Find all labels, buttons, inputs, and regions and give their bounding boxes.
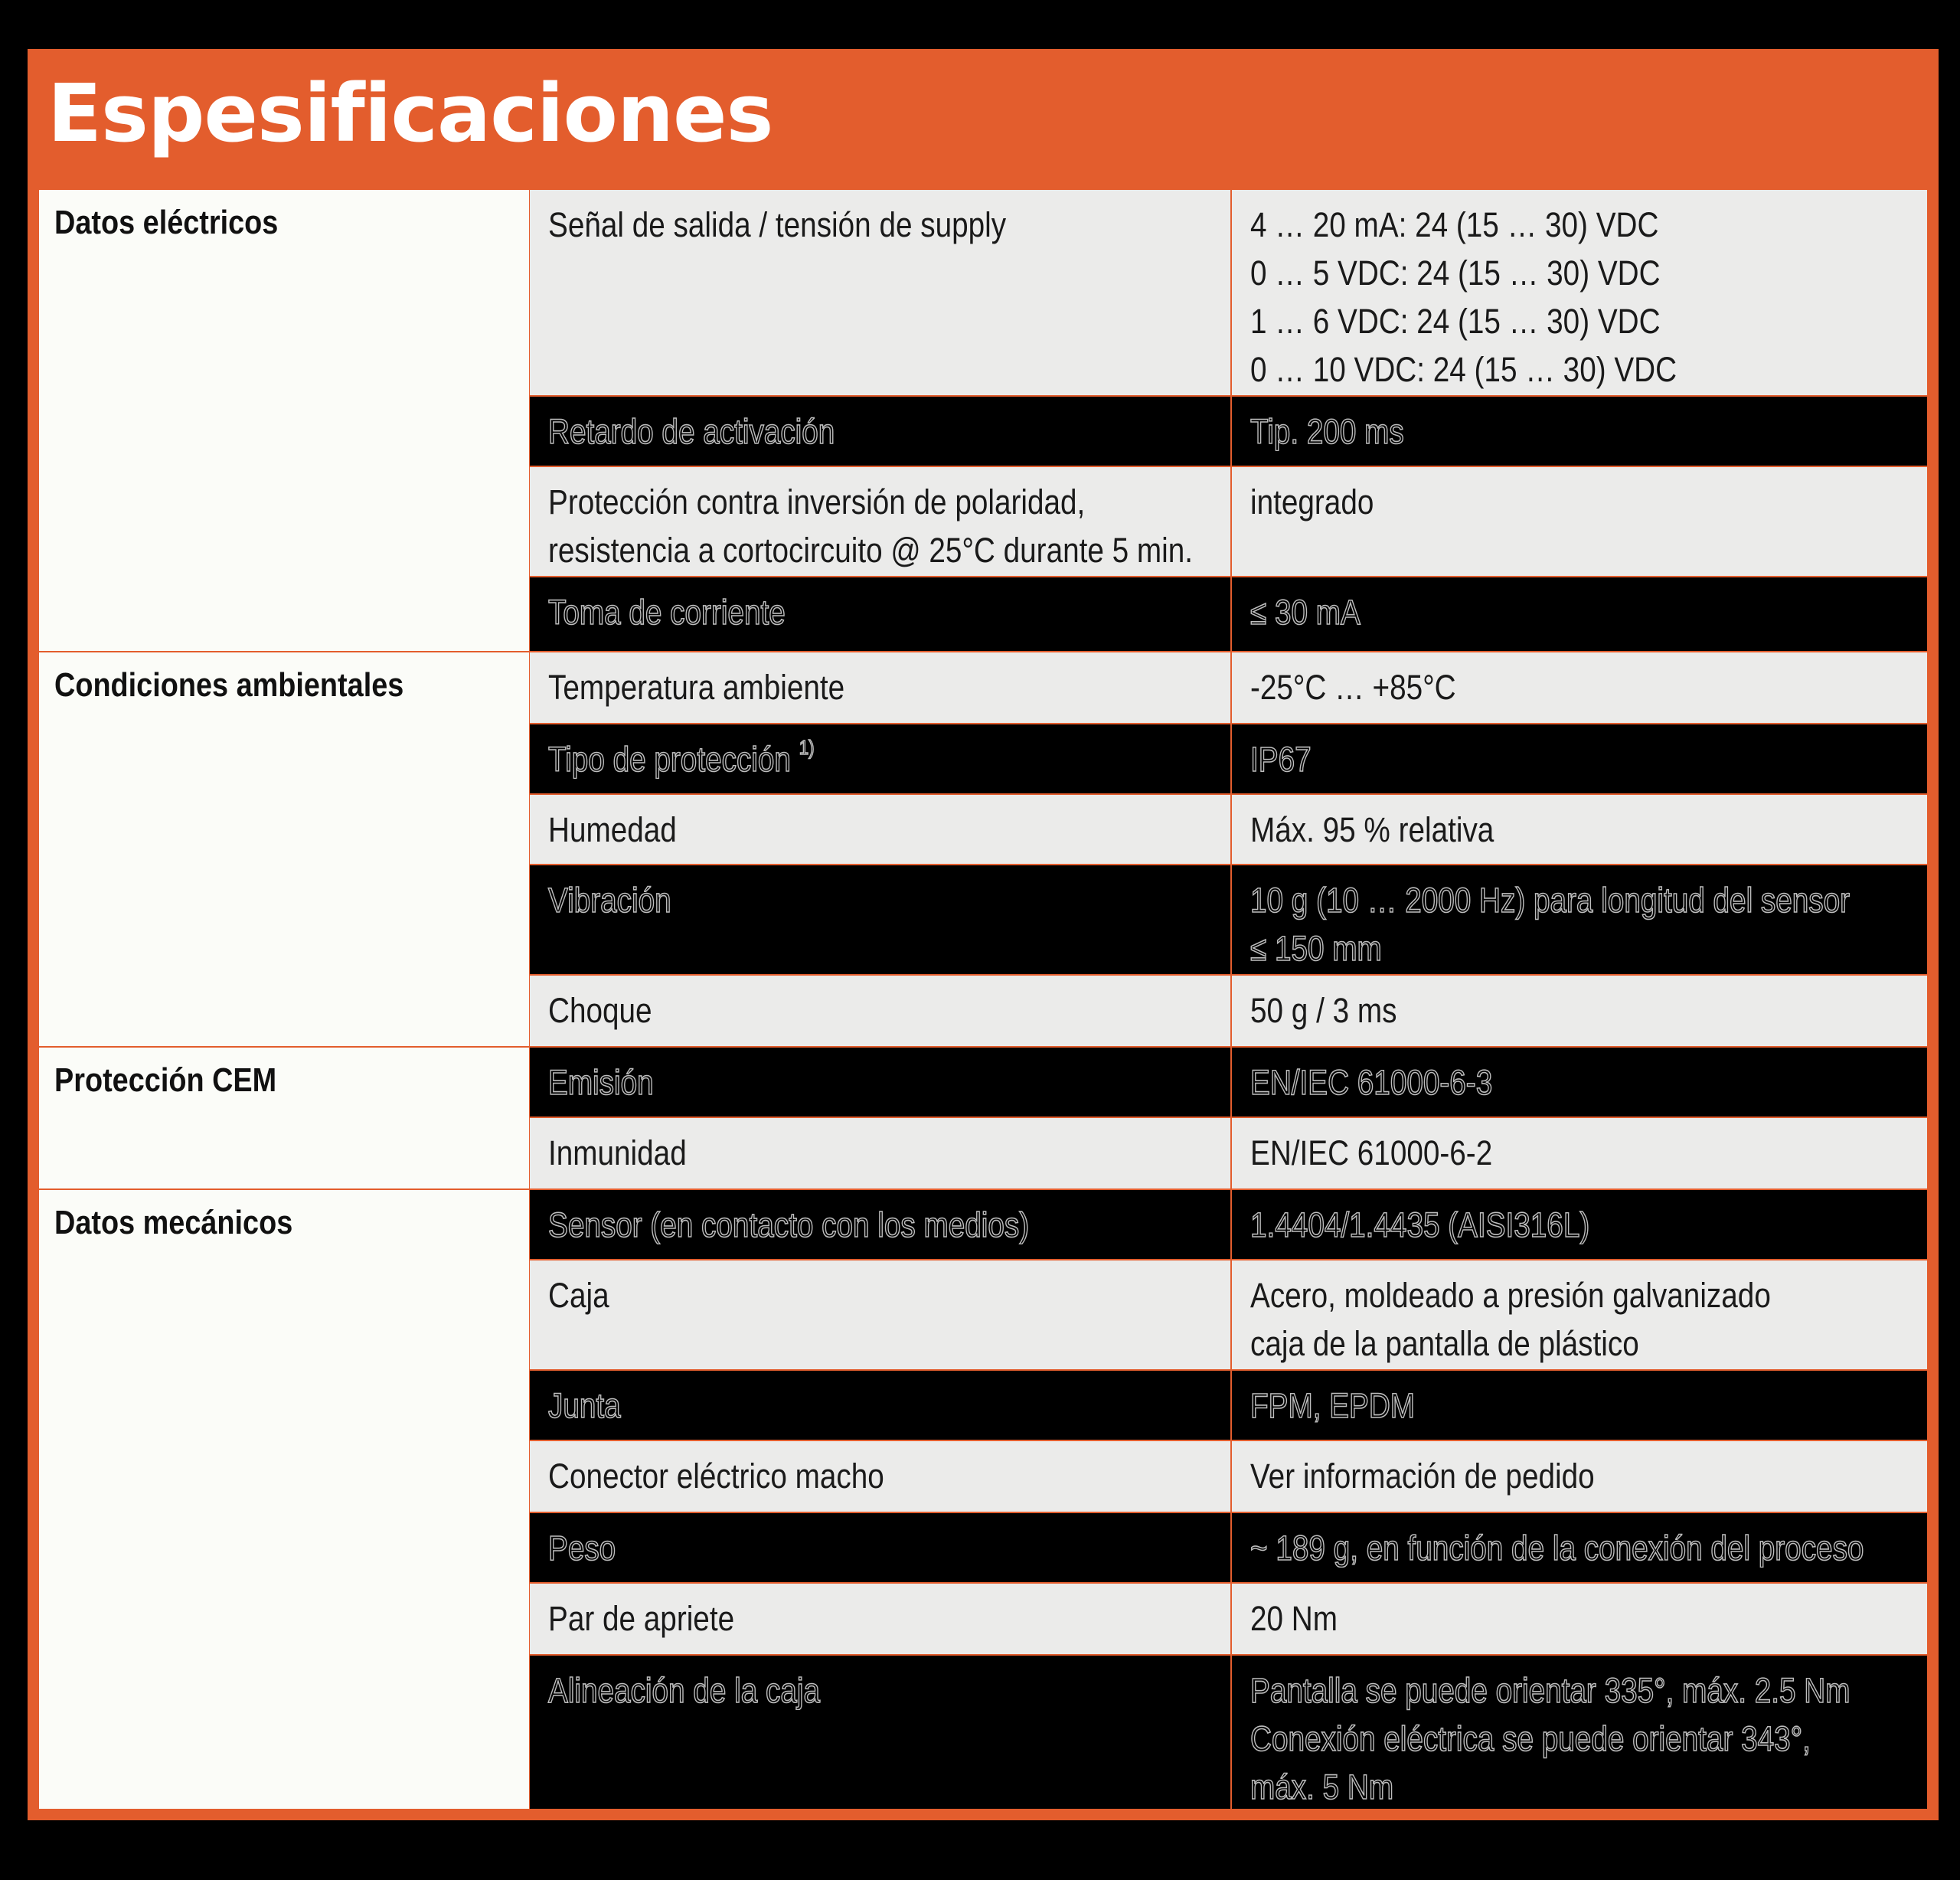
text-line: 50 g / 3 ms [1250, 991, 1397, 1030]
spec-label-cell [530, 1371, 1230, 1440]
page-title: Espesificaciones [47, 67, 773, 160]
section-category [39, 1190, 529, 1809]
category-label: Protección CEM [54, 1061, 277, 1099]
text-line: Humedad [548, 810, 677, 849]
spec-value [1250, 588, 1361, 636]
text-line: EN/IEC 61000-6-2 [1250, 1133, 1493, 1172]
category-label: Datos mecánicos [54, 1204, 293, 1241]
spec-value [1250, 297, 1677, 345]
table-row [530, 397, 1927, 466]
spec-label [548, 588, 786, 636]
text-line: -25°C … +85°C [1250, 668, 1456, 707]
spec-label-cell [530, 1260, 1230, 1369]
text-line: Emisión [548, 1063, 654, 1102]
table-row [530, 976, 1927, 1046]
spec-value-cell [1232, 397, 1927, 466]
spec-label [548, 876, 671, 924]
spec-value [1250, 407, 1404, 456]
text-line: ~ 189 g, en función de la conexión del proceso [1250, 1529, 1864, 1568]
spec-value-cell [1232, 1260, 1927, 1369]
table-row [530, 1656, 1927, 1809]
text-line: FPM, EPDM [1250, 1386, 1416, 1425]
spec-label [548, 1381, 621, 1430]
spec-value [1250, 1271, 1771, 1319]
spec-label-cell [530, 1118, 1230, 1188]
spec-value [1250, 876, 1850, 924]
spec-label [548, 526, 1193, 574]
section-group [39, 1048, 1927, 1188]
text-line: Ver información de pedido [1250, 1457, 1595, 1496]
spec-label-cell [530, 1584, 1230, 1654]
spec-value-cell [1232, 1441, 1927, 1512]
spec-value [1250, 1594, 1338, 1643]
text-line: integrado [1250, 482, 1374, 521]
spec-label [548, 1058, 654, 1107]
text-line: Protección contra inversión de polaridad, [548, 482, 1086, 521]
spec-label [548, 1594, 734, 1643]
spec-label-cell [530, 1048, 1230, 1117]
spec-label-cell [530, 976, 1230, 1046]
text-line: Pantalla se puede orientar 335°, máx. 2.5 Nm [1250, 1671, 1851, 1710]
spec-value [1250, 924, 1850, 973]
spec-label [548, 1666, 820, 1715]
spec-value [1250, 735, 1312, 783]
spec-label-cell [530, 795, 1230, 864]
text-line: 0 … 5 VDC: 24 (15 … 30) VDC [1250, 253, 1661, 293]
spec-value-cell [1232, 724, 1927, 793]
text-line: Señal de salida / tensión de supply [548, 205, 1007, 244]
text-line: Vibración [548, 881, 671, 920]
spec-label [548, 1524, 616, 1572]
text-line: Acero, moldeado a presión galvanizado [1250, 1276, 1771, 1315]
text-line: Choque [548, 991, 652, 1030]
spec-label [548, 663, 844, 711]
text-line: ≤ 150 mm [1250, 929, 1382, 968]
table-row [530, 467, 1927, 576]
spec-value-cell [1232, 1048, 1927, 1117]
table-row [530, 190, 1927, 395]
text-line: Peso [548, 1529, 616, 1568]
spec-label-cell [530, 652, 1230, 723]
text-line: Tipo de protección [548, 740, 791, 779]
spec-label-cell [530, 577, 1230, 651]
text-line: 10 g (10 … 2000 Hz) para longitud del sensor [1250, 881, 1851, 920]
spec-value-cell [1232, 1118, 1927, 1188]
text-line: EN/IEC 61000-6-3 [1250, 1063, 1493, 1102]
text-line: Temperatura ambiente [548, 668, 845, 707]
spec-label [548, 1129, 687, 1177]
text-line: 0 … 10 VDC: 24 (15 … 30) VDC [1250, 350, 1677, 389]
spec-value-cell [1232, 865, 1927, 974]
spec-value [1250, 1452, 1595, 1500]
spec-value [1250, 201, 1677, 249]
text-line: Junta [548, 1386, 621, 1425]
table-row [530, 1371, 1927, 1440]
spec-value-cell [1232, 1371, 1927, 1440]
spec-label [548, 478, 1193, 526]
spec-value-cell [1232, 190, 1927, 395]
spec-label-cell [530, 1513, 1230, 1582]
spec-label-cell [530, 1441, 1230, 1512]
text-line: Toma de corriente [548, 593, 786, 632]
table-row [530, 1048, 1927, 1117]
spec-value [1250, 1666, 1850, 1715]
table-row [530, 865, 1927, 974]
text-line: 20 Nm [1250, 1599, 1338, 1638]
spec-value [1250, 1381, 1415, 1430]
spec-value [1250, 663, 1456, 711]
text-line: Máx. 95 % relativa [1250, 810, 1494, 849]
spec-label-cell [530, 1656, 1230, 1809]
spec-label-cell [530, 724, 1230, 793]
spec-label [548, 986, 652, 1035]
spec-label [548, 1452, 884, 1500]
category-label: Datos eléctricos [54, 204, 279, 241]
section-group [39, 190, 1927, 651]
table-row [530, 652, 1927, 723]
spec-label [548, 1201, 1029, 1249]
spec-value [1250, 478, 1374, 526]
text-line: Alineación de la caja [548, 1671, 820, 1710]
text-line: Sensor (en contacto con los medios) [548, 1205, 1030, 1244]
spec-label-cell [530, 467, 1230, 576]
section-group [39, 1190, 1927, 1809]
spec-value [1250, 1129, 1492, 1177]
text-line: Conector eléctrico macho [548, 1457, 884, 1496]
table-row [530, 1584, 1927, 1654]
text-line: Caja [548, 1276, 609, 1315]
text-line: Tip. 200 ms [1250, 412, 1404, 451]
spec-value-cell [1232, 1584, 1927, 1654]
spec-table [39, 190, 1927, 1809]
text-line: 4 … 20 mA: 24 (15 … 30) VDC [1250, 205, 1659, 244]
table-row [530, 724, 1927, 793]
text-line: IP67 [1250, 740, 1312, 779]
table-row [530, 1190, 1927, 1259]
table-row [530, 1441, 1927, 1512]
spec-value [1250, 1201, 1589, 1249]
spec-label-cell [530, 190, 1230, 395]
text-line: máx. 5 Nm [1250, 1767, 1394, 1806]
spec-value [1250, 806, 1494, 854]
table-row [530, 795, 1927, 864]
spec-value [1250, 1319, 1771, 1368]
spec-card [28, 49, 1939, 1820]
spec-label [548, 407, 835, 456]
spec-value [1250, 1524, 1864, 1572]
spec-label [548, 201, 1006, 249]
table-row [530, 1118, 1927, 1188]
spec-label-cell [530, 1190, 1230, 1259]
spec-label [548, 1271, 609, 1319]
spec-value [1250, 1763, 1850, 1811]
section-group [39, 652, 1927, 1046]
text-line: Inmunidad [548, 1133, 687, 1172]
spec-value [1250, 1058, 1492, 1107]
spec-value-cell [1232, 652, 1927, 723]
spec-value-cell [1232, 1190, 1927, 1259]
spec-value [1250, 986, 1396, 1035]
section-category [39, 1048, 529, 1188]
table-row [530, 1260, 1927, 1369]
spec-label [548, 735, 815, 783]
text-line: ≤ 30 mA [1250, 593, 1361, 632]
text-line: caja de la pantalla de plástico [1250, 1324, 1639, 1363]
section-category [39, 190, 529, 651]
spec-value-cell [1232, 795, 1927, 864]
table-row [530, 577, 1927, 651]
text-line: 1 … 6 VDC: 24 (15 … 30) VDC [1250, 302, 1661, 341]
spec-label [548, 806, 677, 854]
spec-value-cell [1232, 577, 1927, 651]
spec-value-cell [1232, 976, 1927, 1046]
spec-label-cell [530, 397, 1230, 466]
text-line: Par de apriete [548, 1599, 735, 1638]
section-category [39, 652, 529, 1046]
table-row [530, 1513, 1927, 1582]
text-line: 1.4404/1.4435 (AISI316L) [1250, 1205, 1590, 1244]
spec-value [1250, 1715, 1850, 1763]
footnote-marker: 1) [799, 736, 815, 759]
spec-value [1250, 249, 1677, 297]
text-line: resistencia a cortocircuito @ 25°C durante 5 min. [548, 531, 1194, 570]
spec-label-cell [530, 865, 1230, 974]
category-label: Condiciones ambientales [54, 666, 404, 704]
spec-value-cell [1232, 1513, 1927, 1582]
text-line: Retardo de activación [548, 412, 835, 451]
spec-value-cell [1232, 1656, 1927, 1809]
text-line: Conexión eléctrica se puede orientar 343°, [1250, 1719, 1811, 1758]
spec-value-cell [1232, 467, 1927, 576]
spec-value [1250, 345, 1677, 394]
